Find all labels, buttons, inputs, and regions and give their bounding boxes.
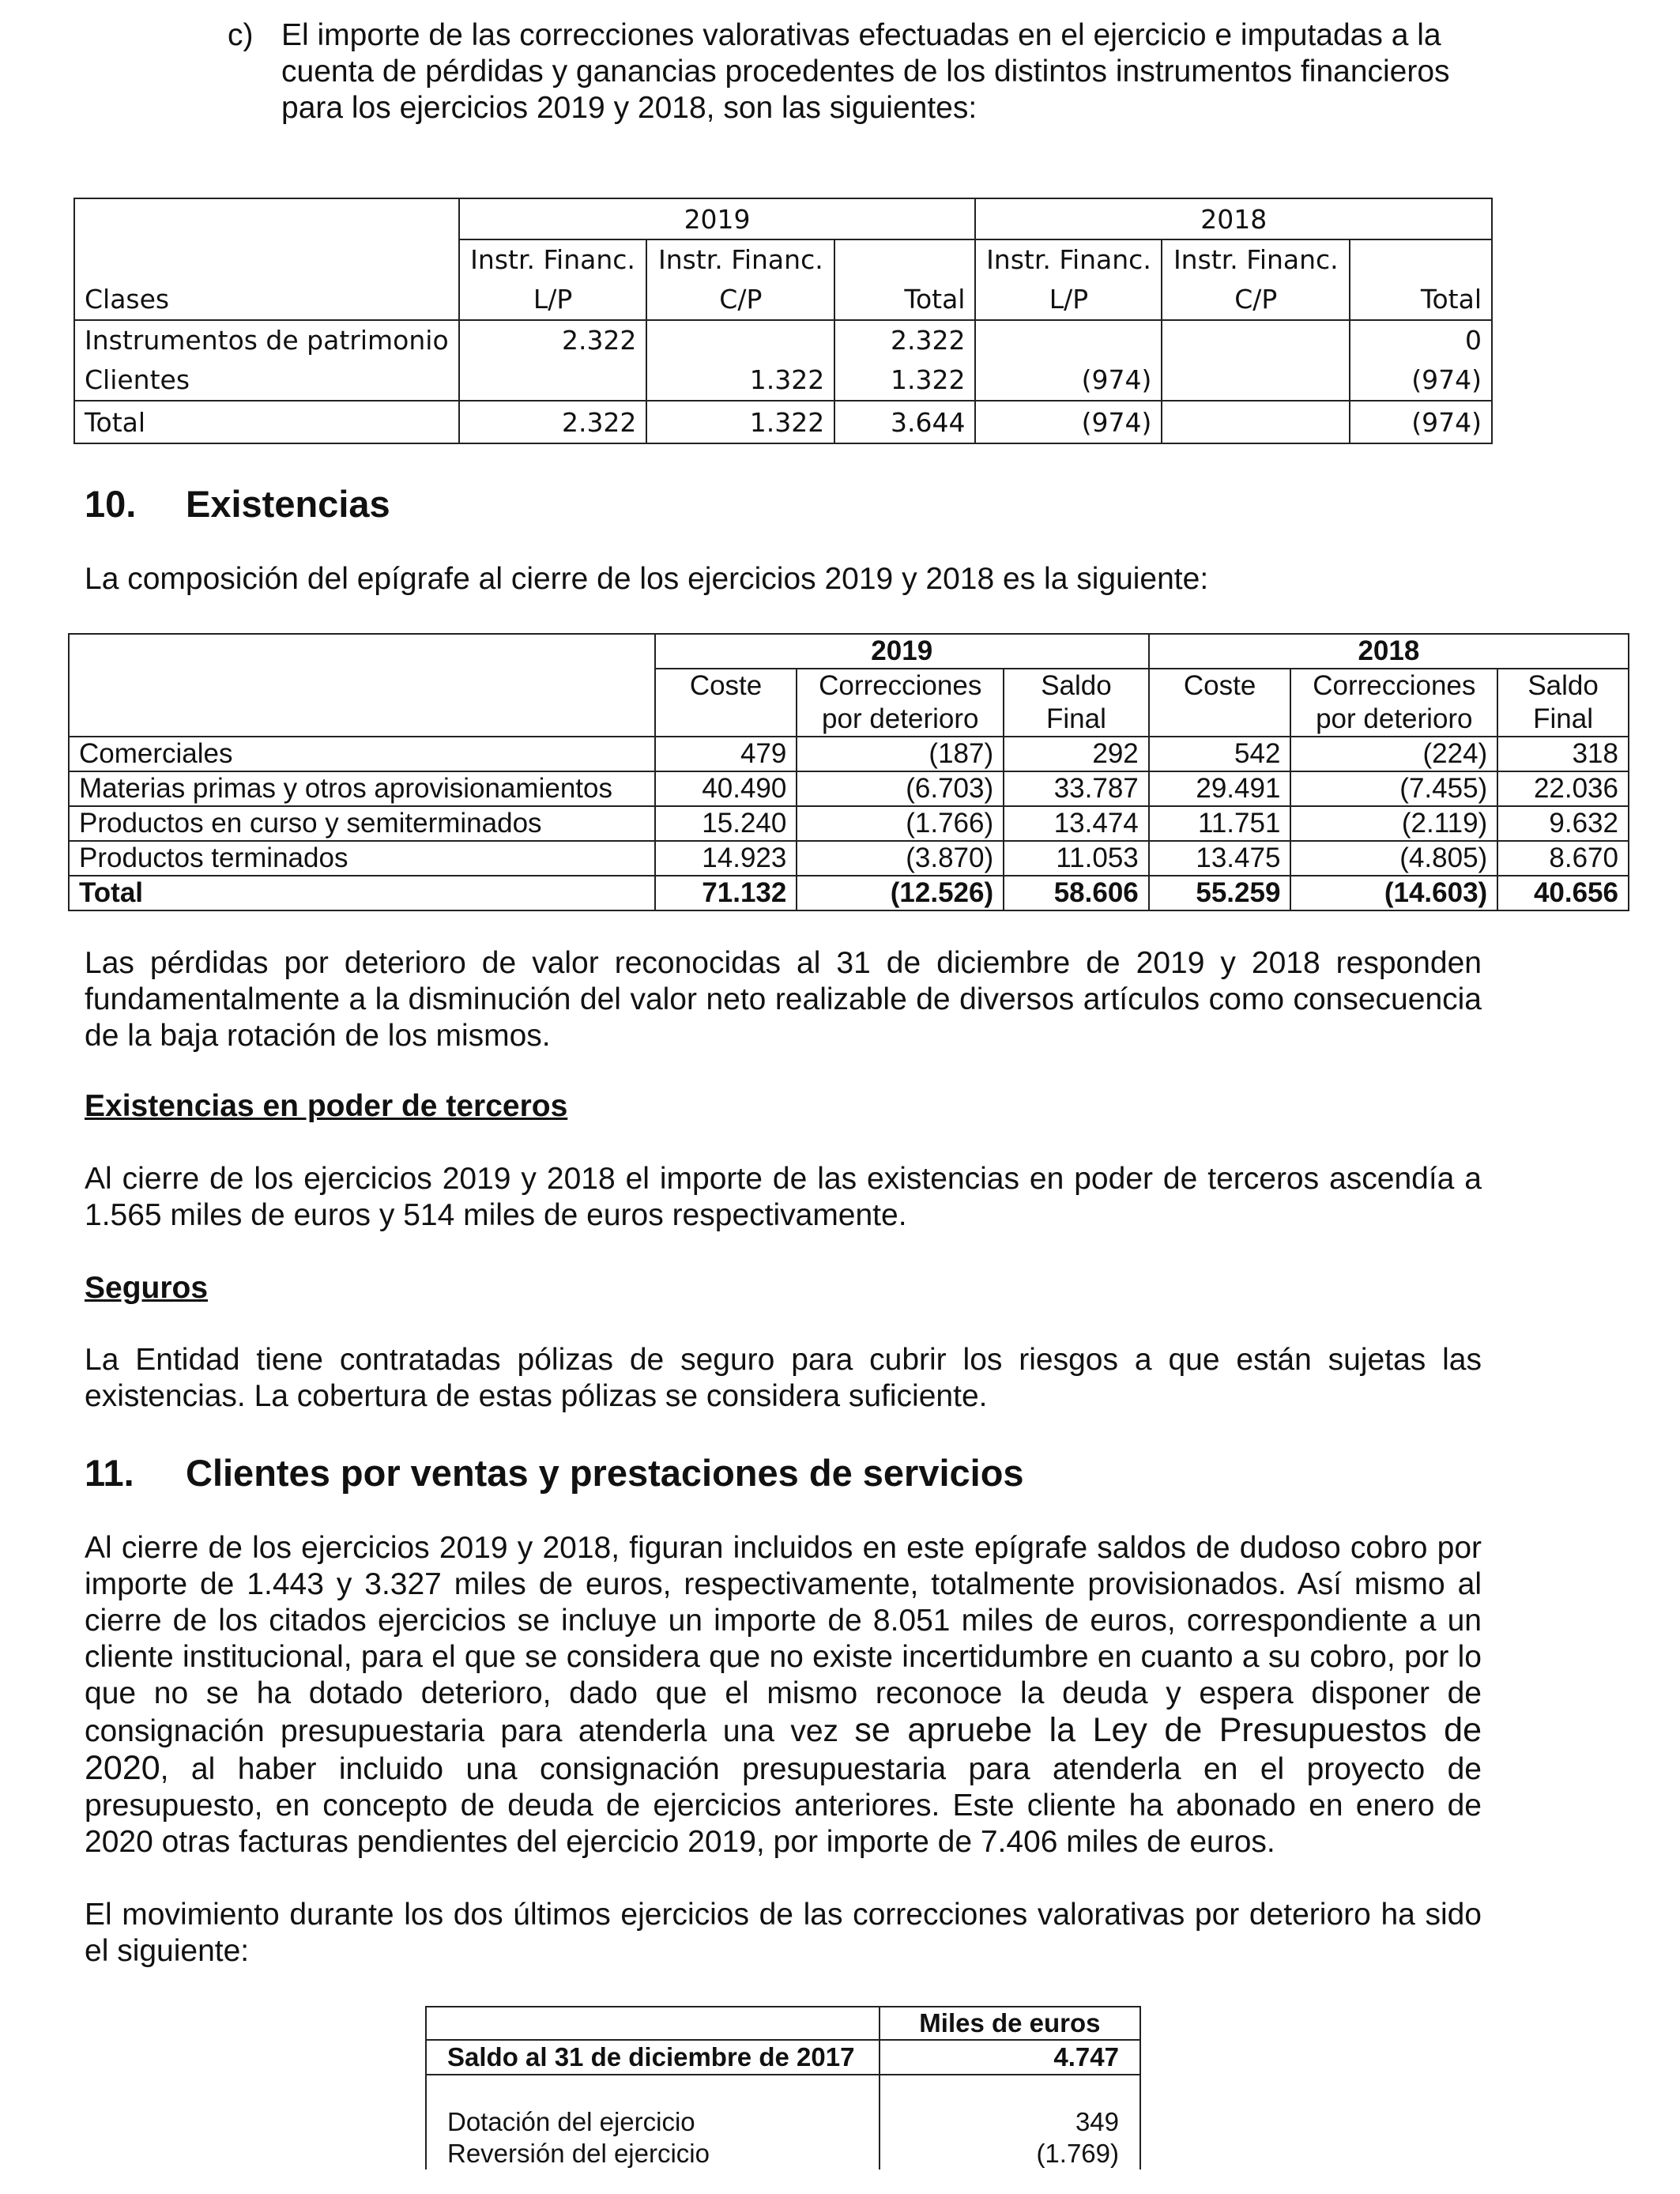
col-head-deterioro: por deterioro (797, 703, 1004, 737)
financial-instruments-table (73, 198, 1493, 444)
clients-paragraph: Al cierre de los ejercicios 2019 y 2018, figuran incluidos en este epígrafe saldos de dudoso cobro por importe de 1.443 y 3.327 miles de euros, respectivamente, totalmente provisionados. Así mismo al cierre de los citados ejercicios se incluye un importe de 8.051 miles de euros, correspondiente a un cliente institucional, para el que se considera que no existe incertidumbre en cuanto a su cobro, por lo que no se ha dotado deterioro, dado que el mismo reconoce la deuda y espera disponer de consignación presupuestaria para atenderla una vez se apruebe la Ley de Presupuestos de 2020, al haber incluido una consignación presupuestaria para atenderla en el proyecto de presupuesto, en concepto de deuda de ejercicios anteriores. Este cliente ha abonado en enero de 2020 otras facturas pendientes del ejercicio 2019, por importe de 7.406 miles de euros. (85, 1531, 1482, 1859)
section-11-heading (85, 1451, 1024, 1495)
emphasized-text: se apruebe la Ley de Presupuestos de 2020 (85, 1711, 1482, 1787)
col-head-total: Total (834, 279, 975, 320)
section-10-intro: La composición del epígrafe al cierre de los ejercicios 2019 y 2018 es la siguiente: (85, 562, 1209, 596)
intro-line: El importe de las correcciones valorativas efectuadas en el ejercicio e imputadas a la (281, 18, 1441, 52)
col-head-lp: Instr. Financ. (975, 239, 1162, 279)
year-header-2019: 2019 (459, 198, 976, 239)
intro-marker: c) (228, 18, 254, 52)
col-head-cp-unit: C/P (1162, 279, 1350, 320)
table-row: Dotación del ejercicio 349 (426, 2106, 1140, 2138)
table-row: Reversión del ejercicio (1.769) (426, 2138, 1140, 2169)
year-header-2019: 2019 (655, 634, 1149, 669)
section-10-heading (85, 482, 390, 526)
year-header-2018: 2018 (975, 198, 1492, 239)
movement-table (425, 2006, 1141, 2169)
col-head-lp: Instr. Financ. (459, 239, 647, 279)
insurance-paragraph: La Entidad tiene contratadas pólizas de seguro para cubrir los riesgos a que están sujetas las existencias. La cobertura de estas pólizas se considera suficiente. (85, 1343, 1482, 1413)
year-header-2018: 2018 (1149, 634, 1629, 669)
col-head-lp-unit: L/P (459, 279, 647, 320)
col-head-lp-unit: L/P (975, 279, 1162, 320)
col-head-total: Total (1350, 279, 1492, 320)
table-row: Comerciales 479 (187) 292 542 (224) 318 (69, 737, 1629, 771)
section-title: Existencias (186, 483, 390, 525)
col-head-final: Final (1004, 703, 1149, 737)
intro-text (281, 17, 1514, 126)
section-number: 11. (85, 1452, 134, 1494)
third-party-paragraph: Al cierre de los ejercicios 2019 y 2018 el importe de las existencias en poder de terceros ascendía a 1.565 miles de euros y 514 miles de euros respectivamente. (85, 1162, 1482, 1232)
impairment-paragraph: Las pérdidas por deterioro de valor reconocidas al 31 de diciembre de 2019 y 2018 responden fundamentalmente a la disminución del valor neto realizable de diversos artículos como consecuencia de la baja rotación de los mismos. (85, 946, 1482, 1053)
insurance-heading: Seguros (85, 1271, 209, 1305)
corner-cell (74, 198, 459, 239)
inventory-table (68, 633, 1629, 911)
col-head-coste: Coste (1149, 669, 1291, 703)
col-head-cp: Instr. Financ. (1162, 239, 1350, 279)
table-row: Materias primas y otros aprovisionamientos 40.490 (6.703) 33.787 29.491 (7.455) 22.036 (69, 771, 1629, 806)
col-head-cp-unit: C/P (646, 279, 834, 320)
col-head-correcciones: Correcciones (797, 669, 1004, 703)
table-row: Instrumentos de patrimonio 2.322 2.322 0 (74, 320, 1492, 360)
section-title: Clientes por ventas y prestaciones de servicios (186, 1452, 1024, 1494)
col-head-final: Final (1497, 703, 1629, 737)
movement-paragraph: El movimiento durante los dos últimos ejercicios de las correcciones valorativas por deterioro ha sido el siguiente: (85, 1898, 1482, 1968)
intro-line: cuenta de pérdidas y ganancias procedentes de los distintos instrumentos financieros (281, 55, 1450, 89)
intro-line: para los ejercicios 2019 y 2018, son las siguientes: (281, 91, 977, 125)
col-head-clases: Clases (74, 279, 459, 320)
col-head-coste: Coste (655, 669, 797, 703)
col-head-cp: Instr. Financ. (646, 239, 834, 279)
third-party-heading: Existencias en poder de terceros (85, 1089, 568, 1123)
table-row: Productos terminados 14.923 (3.870) 11.053 13.475 (4.805) 8.670 (69, 841, 1629, 876)
col-head-miles: Miles de euros (880, 2007, 1140, 2040)
table-total-row: Total 2.322 1.322 3.644 (974) (974) (74, 401, 1492, 443)
table-total-row: Total 71.132 (12.526) 58.606 55.259 (14.603) 40.656 (69, 876, 1629, 910)
col-head-correcciones: Correcciones (1290, 669, 1497, 703)
section-number: 10. (85, 483, 137, 525)
col-head-saldo: Saldo (1004, 669, 1149, 703)
table-row: Saldo al 31 de diciembre de 2017 4.747 (426, 2040, 1140, 2075)
table-row: Clientes 1.322 1.322 (974) (974) (74, 360, 1492, 401)
col-head-saldo: Saldo (1497, 669, 1629, 703)
table-row: Productos en curso y semiterminados 15.240 (1.766) 13.474 11.751 (2.119) 9.632 (69, 806, 1629, 841)
col-head-deterioro: por deterioro (1290, 703, 1497, 737)
